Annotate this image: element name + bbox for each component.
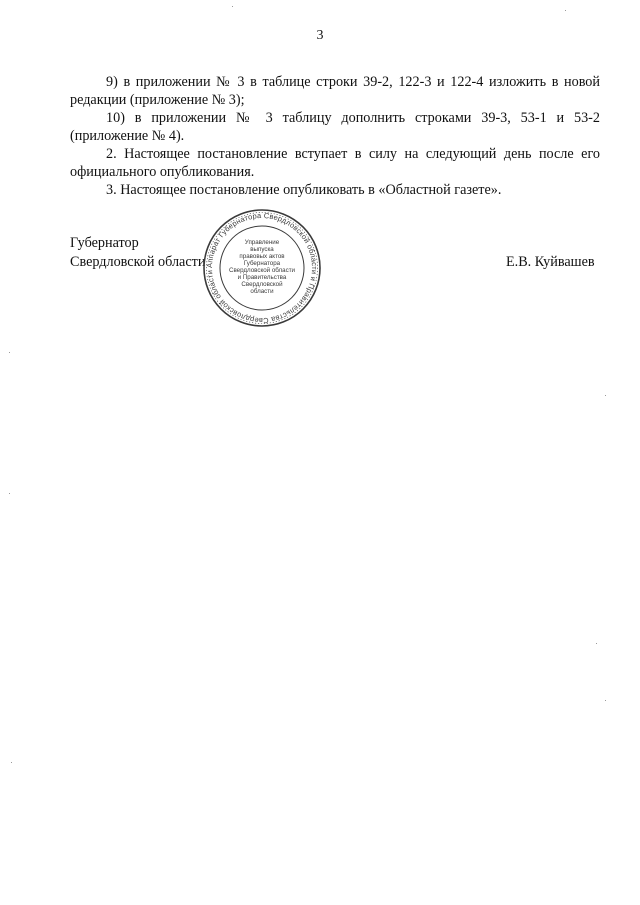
seal-center-line: правовых актов <box>239 253 285 260</box>
scan-speck <box>11 762 12 763</box>
scan-speck <box>9 352 10 353</box>
document-body <box>70 73 600 199</box>
seal-center-line: Управление <box>244 239 280 246</box>
scan-speck <box>596 643 597 644</box>
scan-speck <box>565 10 566 11</box>
signature-position <box>70 234 205 272</box>
seal-center-text <box>229 239 296 295</box>
scan-speck <box>232 6 233 7</box>
seal-center-line: выпуска <box>250 246 274 253</box>
official-seal-stamp <box>200 206 324 330</box>
seal-center-line: и Правительства <box>237 274 287 281</box>
signature-position-line2: Свердловской области <box>70 254 206 270</box>
page-number: 3 <box>316 28 324 43</box>
seal-center-line: Свердловской <box>241 281 283 288</box>
signature-name: Е.В. Куйвашев <box>506 254 595 270</box>
paragraph-item-9: 9) в приложении № 3 в таблице строки 39-2, 122-3 и 122-4 изложить в новой редакции (приложение № 3); <box>70 74 600 108</box>
scan-speck <box>605 395 606 396</box>
scan-speck <box>9 493 10 494</box>
seal-center-line: области <box>250 288 274 295</box>
seal-center-line: Свердловской области <box>228 267 296 274</box>
seal-graphic <box>200 206 324 330</box>
signature-position-line1: Губернатор <box>70 235 139 251</box>
paragraph-clause-3: 3. Настоящее постановление опубликовать в «Областной газете». <box>106 182 502 198</box>
paragraph-item-10: 10) в приложении № 3 таблицу дополнить строками 39-3, 53-1 и 53-2 (приложение № 4). <box>70 110 600 144</box>
scan-speck <box>605 700 606 701</box>
paragraph-clause-2: 2. Настоящее постановление вступает в силу на следующий день после его официального опубликования. <box>70 146 600 180</box>
seal-center-line: Губернатора <box>243 260 281 267</box>
seal-outer-text: Аппарат Губернатора Свердловской области и Правительства Свердловской области <box>204 210 320 326</box>
